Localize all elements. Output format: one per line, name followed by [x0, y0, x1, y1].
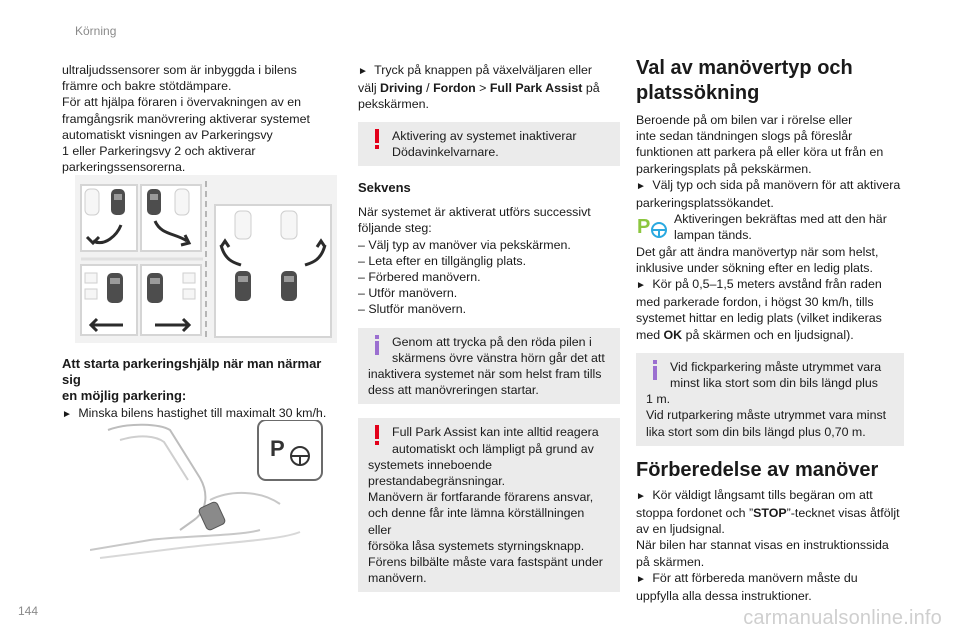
bullet-arrow-icon: ►: [636, 490, 646, 502]
column-middle: [358, 62, 620, 592]
bullet-arrow-icon: ►: [636, 280, 646, 292]
watermark: carmanualsonline.info: [743, 607, 942, 629]
step-line: ► Välj typ och sida på manövern för att aktivera: [636, 177, 901, 192]
section-title: platssökning: [636, 82, 760, 104]
bullet-arrow-icon: ►: [636, 573, 646, 585]
page-number: 144: [18, 604, 39, 618]
info-mark: [368, 334, 386, 356]
section-header: Körning: [75, 24, 117, 38]
svg-text:P: P: [637, 216, 651, 239]
lamp-note: P Aktiveringen bekräftas med att den här lampan tänds.: [637, 212, 887, 243]
column-right: Val av manövertyp och platssökning Beroende på om bilen var i rörelse eller inte sedan tändningen slogs på föreslår funktionen att parkera på eller köra ut från en parkeringsplats på pekskärmen. ► Välj typ och sida på manövern för att aktivera parkeringsplatssökandet. P Aktiveringen bekräftas med att den här lampan tänds. Det går att ändra manövertyp när som helst, inklusive under sökning efter en ledig plats. ► Kör på 0,5–1,5 meters avstånd från raden med parkerade fordon, i högst 30 km/h, tills systemet hittar en ledig plats (vilket indikeras med OK på skärmen och en ljudsignal). Vid fickparkering måste utrymmet vara minst lika stort som din bils längd plus 1 m. Vid rutparkering måste utrymmet vara minst lika stort som din bils längd plus 0,70 m. Förberedelse av manöver ► Kör väldigt långsamt tills begäran om att stoppa fordonet och ”STOP”-tecknet visas åtföljt av en ljudsignal. När bilen har stannat visas en instruktionssida på skärmen. ► För att förbereda manövern måste du uppfylla alla dessa instruktioner.: [636, 56, 904, 604]
bullet-arrow-icon: ►: [62, 408, 72, 420]
step-line: ► Minska bilens hastighet till maximalt 30 km/h.: [62, 405, 327, 420]
bullet-arrow-icon: ►: [358, 66, 368, 77]
gear-selector-illustration: [90, 420, 340, 560]
step-line: välj Driving / Fordon > Full Park Assist på: [358, 81, 600, 96]
column-left-lower: [62, 356, 342, 423]
sequence-line: följande steg:: [358, 221, 432, 236]
warning-mark: [368, 128, 386, 150]
intro-line: framgångsrik manövrering aktiverar systemet: [62, 111, 310, 126]
step-line: ► Kör väldigt långsamt tills begäran om att: [636, 487, 873, 502]
warning-mark: [368, 424, 386, 446]
svg-text:P: P: [270, 436, 285, 461]
warning-box: Aktivering av systemet inaktiverar Dödavinkelvarnare.: [358, 122, 620, 166]
intro-line: ultraljudssensorer som är inbyggda i bilens: [62, 63, 297, 77]
sequence-heading: Sekvens: [358, 180, 411, 196]
column-left: [62, 62, 340, 175]
parking-diagram-illustration: [75, 175, 337, 343]
sequence-line: – Välj typ av manöver via pekskärmen.: [358, 237, 571, 252]
step-line: ► Tryck på knappen på växelväljaren eller: [358, 63, 592, 77]
section-title: Val av manövertyp och: [636, 57, 853, 79]
sequence-line: – Utför manövern.: [358, 286, 458, 301]
sequence-line: – Slutför manövern.: [358, 302, 467, 317]
section-title: Förberedelse av manöver: [636, 458, 879, 481]
sequence-line: – Leta efter en tillgänglig plats.: [358, 253, 527, 268]
info-box: Vid fickparkering måste utrymmet vara minst lika stort som din bils längd plus 1 m. Vid rutparkering måste utrymmet vara minst lika stort som din bils längd plus 0,70 m.: [636, 353, 904, 446]
intro-line: 1 eller Parkeringsvy 2 och aktiverar: [62, 144, 256, 159]
intro-line: parkeringssensorerna.: [62, 160, 186, 175]
intro-line: automatiskt visningen av Parkeringsvy: [62, 127, 273, 142]
step-line: ► För att förbereda manövern måste du: [636, 570, 858, 585]
info-box: Genom att trycka på den röda pilen i skärmens övre vänstra hörn går det att inaktivera systemet när som helst fram tills dess att manövreringen startar.: [358, 328, 620, 405]
step-line: ► Kör på 0,5–1,5 meters avstånd från raden: [636, 277, 882, 292]
park-assist-lamp-icon: [636, 213, 670, 241]
warning-box: Full Park Assist kan inte alltid reagera automatiskt och lämpligt på grund av systemets inneboende prestandabegränsningar. Manövern är fortfarande förarens ansvar, och denne får inte lämna körställningen eller försöka låsa systemets styrningsknapp. Förens bilbälte måste vara fastspänt under manövern.: [358, 418, 620, 592]
sequence-line: – Förbered manövern.: [358, 270, 481, 285]
subheading: en möjlig parkering:: [62, 388, 187, 404]
intro-line: För att hjälpa föraren i övervakningen av en: [62, 95, 302, 110]
sequence-line: När systemet är aktiverat utförs successivt: [358, 205, 591, 220]
intro-line: främre och bakre stötdämpare.: [62, 79, 232, 94]
subheading: Att starta parkeringshjälp när man närmar sig: [62, 356, 322, 388]
bullet-arrow-icon: ►: [636, 180, 646, 192]
step-line: pekskärmen.: [358, 97, 429, 112]
info-mark: [646, 359, 664, 381]
